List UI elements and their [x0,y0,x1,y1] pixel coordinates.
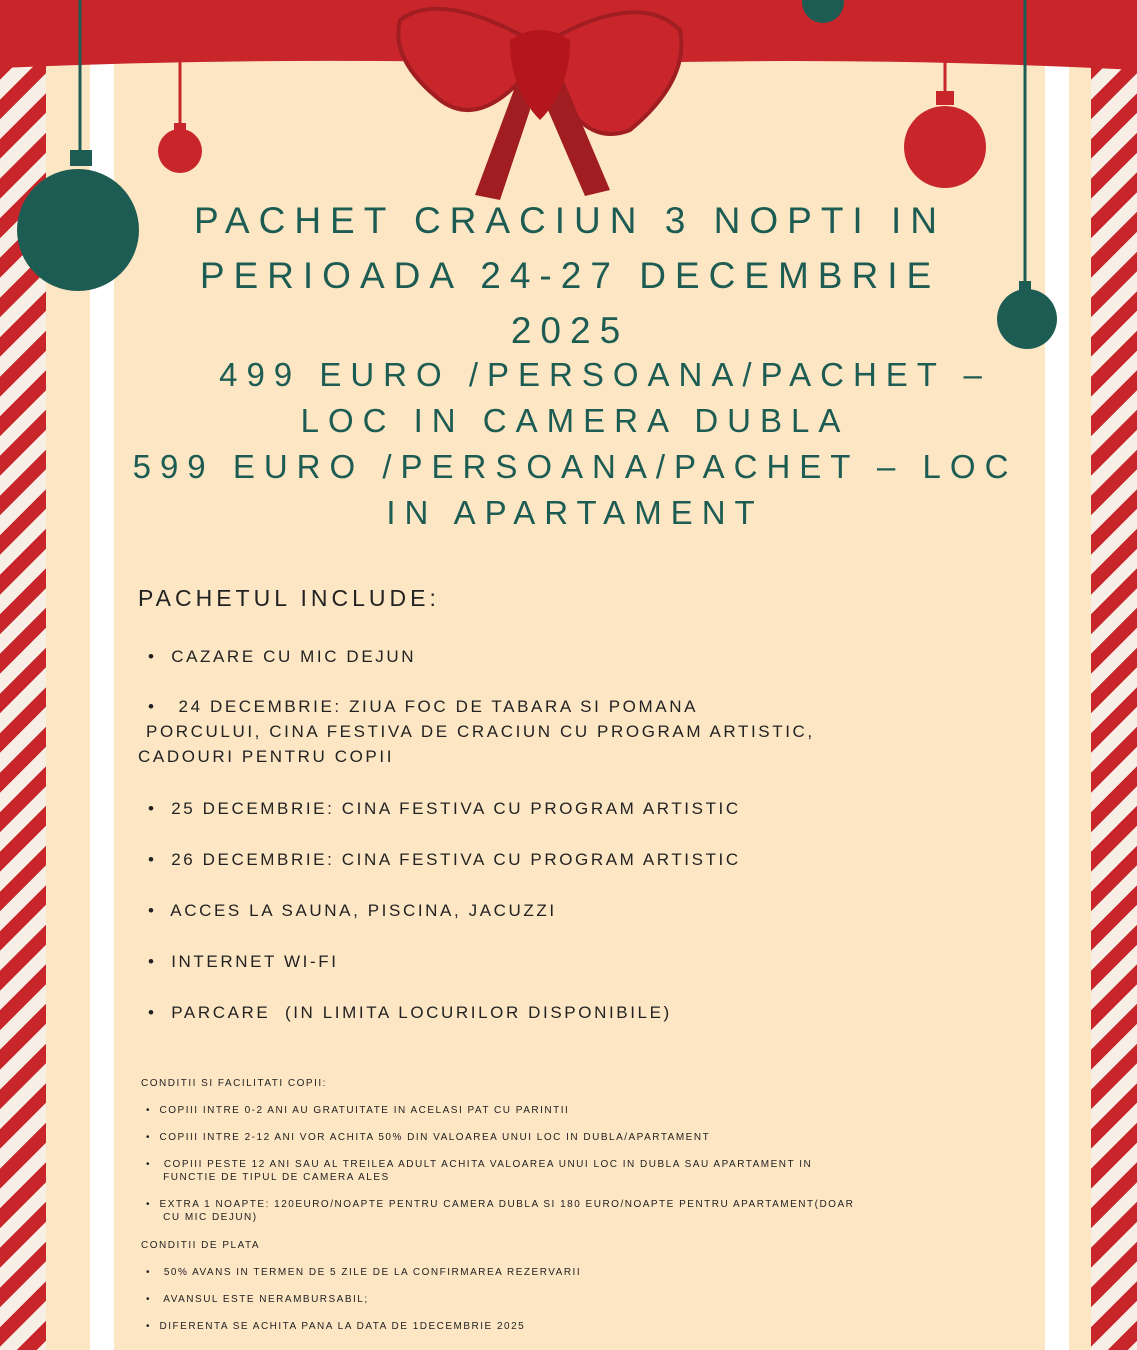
ribbon-bow-icon [380,0,700,200]
payment-heading: CONDITII DE PLATA [141,1240,261,1251]
includes-heading: PACHETUL INCLUDE: [138,585,440,611]
red-ornament-right-icon [900,55,990,190]
right-candy-stripe [1091,60,1137,1350]
price-line-2: LOC IN CAMERA DUBLA [300,402,850,439]
list-item: • CAZARE CU MIC DEJUN [148,647,417,666]
page-title-line-1: PACHET CRACIUN 3 NOPTI IN [194,200,946,241]
list-item: • 50% AVANS IN TERMEN DE 5 ZILE DE LA CONFIRMAREA REZERVARII [146,1267,582,1278]
red-ornament-small-left-icon [150,55,210,175]
list-item: • INTERNET WI-FI [148,952,339,971]
list-item: • ACCES LA SAUNA, PISCINA, JACUZZI [148,901,557,920]
page-title-line-2: PERIOADA 24-27 DECEMBRIE [199,255,941,296]
list-item: • 24 DECEMBRIE: ZIUA FOC DE TABARA SI POMANA [148,697,699,716]
list-item: • COPIII INTRE 2-12 ANI VOR ACHITA 50% DIN VALOAREA UNUI LOC IN DUBLA/APARTAMENT [146,1132,711,1143]
list-item: CADOURI PENTRU COPII [138,747,395,766]
list-item: • COPIII PESTE 12 ANI SAU AL TREILEA ADULT ACHITA VALOAREA UNUI LOC IN DUBLA SAU APARTAMENT IN [146,1159,813,1170]
list-item: • 26 DECEMBRIE: CINA FESTIVA CU PROGRAM ARTISTIC [148,850,741,869]
price-line-3: 599 EURO /PERSOANA/PACHET – LOC [132,448,1018,485]
list-item: PORCULUI, CINA FESTIVA DE CRACIUN CU PROGRAM ARTISTIC, [146,722,815,741]
price-line-4: IN APARTAMENT [386,494,764,531]
includes-section [138,585,1018,1035]
list-item: FUNCTIE DE TIPUL DE CAMERA ALES [146,1172,390,1183]
conditions-heading: CONDITII SI FACILITATI COPII: [141,1078,327,1089]
price-block [110,352,1040,536]
list-item: • AVANSUL ESTE NERAMBURSABIL; [146,1294,369,1305]
price-line-1: 499 EURO /PERSOANA/PACHET – [219,356,991,393]
list-item: • 25 DECEMBRIE: CINA FESTIVA CU PROGRAM ARTISTIC [148,799,741,818]
title-block [120,193,1020,358]
list-item: • EXTRA 1 NOAPTE: 120EURO/NOAPTE PENTRU CAMERA DUBLA SI 180 EURO/NOAPTE PENTRU APARTAMENT(DOAR [146,1199,855,1210]
list-item: • COPIII INTRE 0-2 ANI AU GRATUITATE IN ACELASI PAT CU PARINTII [146,1105,570,1116]
teal-ornament-top-icon [800,0,846,25]
page-title-line-3: 2025 [510,310,630,351]
list-item: • PARCARE (IN LIMITA LOCURILOR DISPONIBILE) [148,1003,672,1022]
list-item: CU MIC DEJUN) [146,1212,258,1223]
list-item: • DIFERENTA SE ACHITA PANA LA DATA DE 1DECEMBRIE 2025 [146,1321,526,1332]
